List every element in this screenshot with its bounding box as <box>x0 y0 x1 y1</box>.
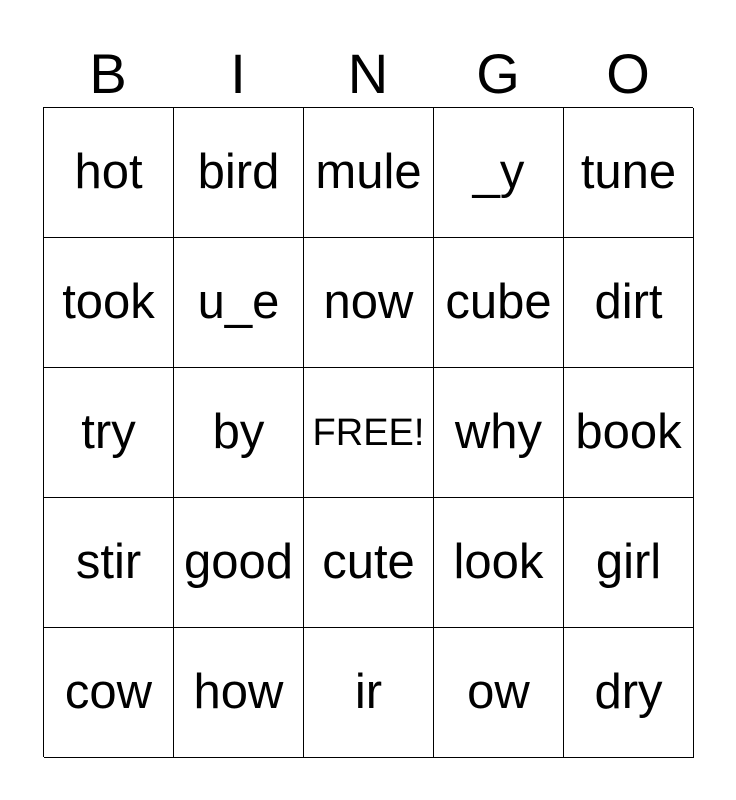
bingo-cell[interactable]: how <box>174 628 304 758</box>
bingo-cell[interactable]: _y <box>434 108 564 238</box>
header-letter-i: I <box>230 42 246 105</box>
header-letter-o: O <box>606 42 650 105</box>
bingo-cell[interactable]: tune <box>564 108 694 238</box>
header-letter-n: N <box>347 42 389 105</box>
bingo-board <box>43 107 693 757</box>
bingo-cell[interactable]: why <box>434 368 564 498</box>
bingo-cell[interactable]: dirt <box>564 238 694 368</box>
bingo-cell[interactable]: by <box>174 368 304 498</box>
bingo-cell[interactable]: stir <box>44 498 174 628</box>
bingo-cell[interactable]: cute <box>304 498 434 628</box>
bingo-cell[interactable]: look <box>434 498 564 628</box>
bingo-cell[interactable]: mule <box>304 108 434 238</box>
bingo-cell[interactable]: took <box>44 238 174 368</box>
bingo-cell[interactable]: book <box>564 368 694 498</box>
bingo-cell[interactable]: cow <box>44 628 174 758</box>
free-space-cell[interactable]: FREE! <box>304 368 434 498</box>
bingo-cell[interactable]: u_e <box>174 238 304 368</box>
bingo-cell[interactable]: try <box>44 368 174 498</box>
bingo-cell[interactable]: girl <box>564 498 694 628</box>
bingo-cell[interactable]: bird <box>174 108 304 238</box>
bingo-header <box>43 40 693 108</box>
bingo-cell[interactable]: good <box>174 498 304 628</box>
header-letter-g: G <box>476 42 520 105</box>
bingo-cell[interactable]: hot <box>44 108 174 238</box>
bingo-cell[interactable]: dry <box>564 628 694 758</box>
bingo-cell[interactable]: now <box>304 238 434 368</box>
bingo-cell[interactable]: ow <box>434 628 564 758</box>
bingo-cell[interactable]: ir <box>304 628 434 758</box>
header-letter-b: B <box>89 42 127 105</box>
bingo-cell[interactable]: cube <box>434 238 564 368</box>
